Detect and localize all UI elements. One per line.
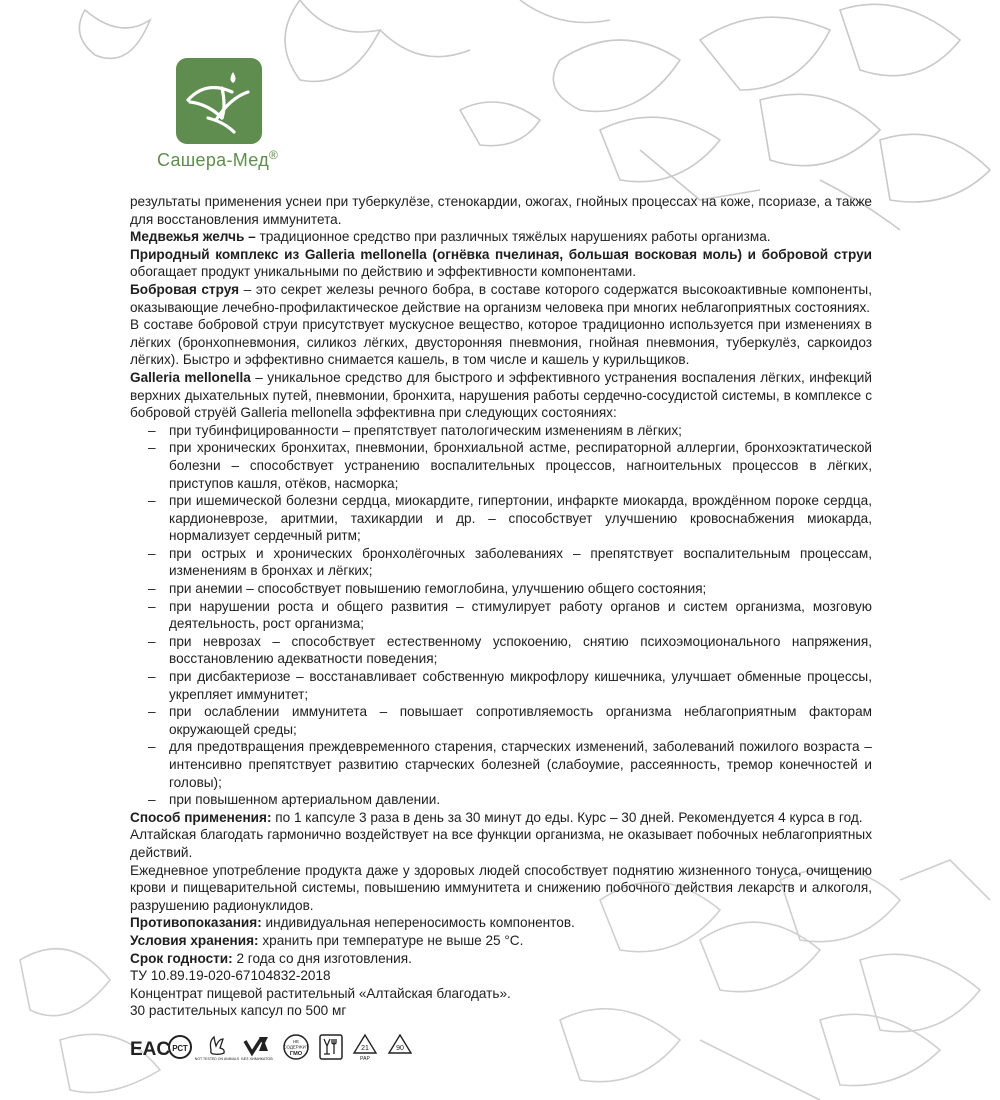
recycle-icon — [352, 1033, 378, 1061]
brand-logo — [176, 58, 262, 144]
usage-paragraph-2: Алтайская благодать гармонично воздействует на все функции организма, не оказывает побочных неблагоприятных действий. — [130, 827, 872, 860]
conditions-list — [130, 422, 872, 809]
list-item: – при повышенном артериальном давлении. — [130, 791, 872, 809]
list-item: – при дисбактериозе – восстанавливает собственную микрофлору кишечника, улучшает обменные процессы, укрепляет иммунитет; — [130, 668, 872, 703]
daily-use-paragraph: Ежедневное употребление продукта даже у здоровых людей способствует поднятию жизненного тонуса, очищению крови и пищеварительной системы, повышению иммунитета и снижению побочного действия лекарств и алкоголя, разрушению радионуклидов. — [130, 862, 872, 913]
eac-mark — [130, 1034, 171, 1060]
tu-code: ТУ 10.89.19-020-67104832-2018 — [130, 968, 331, 984]
brand-name-text: Сашера-Мед — [157, 150, 269, 170]
check-flask-icon — [241, 1033, 273, 1061]
rst-label: РСТ — [172, 1044, 188, 1053]
bear-bile-text: традиционное средство при различных тяжёлых нарушениях работы организма. — [255, 229, 771, 245]
storage-conditions — [130, 932, 872, 950]
complex-paragraph — [130, 246, 872, 281]
castoreum-text: – это секрет железы речного бобра, в составе которого содержатся высокоактивные компоненты, оказывающие лечебно-профилактическое действие на организм человека при многих неблагоприятных состояниях. — [130, 281, 872, 315]
galleria-title: Galleria mellonella — [130, 369, 251, 385]
not-tested-label: NOT TESTED ON ANIMALS — [194, 1057, 240, 1061]
not-tested-mark — [194, 1034, 240, 1061]
castoreum-paragraph — [130, 281, 872, 316]
shelf-title: Срок годности: — [130, 950, 233, 966]
contra-text: индивидуальная непереносимость компонентов. — [261, 915, 575, 931]
glass-fork-icon — [319, 1034, 343, 1060]
usage-title: Способ применения: — [130, 809, 272, 825]
list-item: – при тубинфицированности – препятствует патологическим изменениям в лёгких; — [130, 422, 872, 440]
recycle-21-mark — [352, 1034, 378, 1060]
registered-mark: ® — [269, 148, 279, 162]
brand-name — [157, 148, 278, 171]
no-gmo-line3: ГМО — [289, 1051, 303, 1057]
rst-mark — [167, 1034, 193, 1060]
list-item: – при острых и хронических бронхолёгочных заболеваниях – препятствует воспалительным процессам, изменениям в бронхах и лёгких; — [130, 545, 872, 580]
shelf-text: 2 года со дня изготовления. — [232, 950, 412, 966]
bear-bile-paragraph — [130, 228, 872, 246]
eac-icon — [130, 1036, 171, 1060]
product-name: Концентрат пищевой растительный «Алтайская благодать». — [130, 985, 511, 1001]
recycle-pap-label: PAP — [360, 1056, 370, 1062]
no-gmo-line2: СОДЕРЖИТ — [283, 1044, 309, 1050]
usage-paragraph — [130, 809, 872, 827]
list-item: – при ишемической болезни сердца, миокардите, гипертонии, инфаркте миокарда, врождённом пороке сердца, кардионеврозе, аритмии, тахикардии и др. – способствует улучшению кровоснабжения миокарда, нормализует сердечный ритм; — [130, 492, 872, 545]
no-chemicals-mark — [241, 1034, 273, 1060]
list-item: – для предотвращения преждевременного старения, старческих изменений, заболеваний пожилого возраста – интенсивно препятствует развитию старческих болезней (слабоумие, рассеянность, тремор конечностей и головы); — [130, 738, 872, 791]
list-item: – при анемии – способствует повышению гемоглобина, улучшению общего состояния; — [130, 580, 872, 598]
contra-title: Противопоказания: — [130, 915, 262, 931]
rst-icon — [167, 1034, 193, 1060]
list-item: – при ослаблении иммунитета – повышает сопротивляемость организма неблагоприятным факторам окружающей среды; — [130, 703, 872, 738]
shelf-life — [130, 950, 872, 968]
rabbit-icon — [194, 1033, 240, 1061]
certification-marks — [130, 1032, 413, 1062]
galleria-text: – уникальное средство для быстрого и эффективного устранения воспаления лёгких, инфекций верхних дыхательных путей, пневмонии, бронхита, нарушения работы сердечно-сосудистой системы, в комплексе с бобровой струёй Galleria mellonella эффективна при следующих состояниях: — [130, 369, 872, 421]
no-gmo-mark — [282, 1034, 310, 1060]
food-safe-mark — [319, 1034, 343, 1060]
castoreum-paragraph-2: В составе бобровой струи присутствует мускусное вещество, которое традиционно используется при изменениях в лёгких (бронхопневмония, силикоз лёгких, двусторонняя пневмония, гнойная пневмония, туберкулёз, саркоидоз лёгких). Быстро и эффективно снимается кашель, в том числе и кашель у курильщиков. — [130, 317, 872, 368]
list-item: – при хронических бронхитах, пневмонии, бронхиальной астме, респираторной аллергии, бронхоэктатической болезни – способствует устранению воспалительных процессов, нагноительных процессов в лёгких, приступов кашля, отёков, насморка; — [130, 439, 872, 492]
product-description — [130, 193, 872, 1020]
capsule-count: 30 растительных капсул по 500 мг — [130, 1003, 347, 1019]
storage-title: Условия хранения: — [130, 932, 259, 948]
no-chemicals-label: БЕЗ ХИМИКАТОВ — [241, 1057, 273, 1061]
castoreum-title: Бобровая струя — [130, 281, 240, 297]
no-gmo-icon — [282, 1033, 310, 1061]
contraindications — [130, 914, 872, 932]
galleria-paragraph — [130, 369, 872, 422]
complex-text: обогащает продукт уникальными по действию и эффективности компонентами. — [130, 264, 636, 280]
intro-paragraph: результаты применения уснеи при туберкулёзе, стенокардии, ожогах, гнойных процессах на коже, псориазе, а также для восстановления иммунитета. — [130, 194, 872, 227]
eac-label: EAC — [130, 1039, 171, 1060]
recycle-icon — [387, 1033, 413, 1061]
no-gmo-line1: НЕ — [292, 1039, 300, 1044]
recycle-90-label: 90 — [396, 1045, 404, 1052]
recycle-90-mark — [387, 1034, 413, 1060]
recycle-21-label: 21 — [361, 1045, 369, 1052]
usage-text: по 1 капсуле 3 раза в день за 30 минут до еды. Курс – 30 дней. Рекомендуется 4 курса в год. — [271, 809, 863, 825]
complex-title: Природный комплекс из Galleria mellonella (огнёвка пчелиная, большая восковая моль) и бобровой струи — [130, 246, 872, 262]
leaf-drop-icon — [176, 58, 262, 144]
list-item: – при неврозах – способствует естественному успокоению, снятию психоэмоционального напряжения, восстановлению адекватности поведения; — [130, 633, 872, 668]
list-item: – при нарушении роста и общего развития – стимулирует работу органов и систем организма, мозговую деятельность, рост организма; — [130, 598, 872, 633]
bear-bile-title: Медвежья желчь – — [130, 229, 256, 245]
storage-text: хранить при температуре не выше 25 °С. — [258, 932, 524, 948]
